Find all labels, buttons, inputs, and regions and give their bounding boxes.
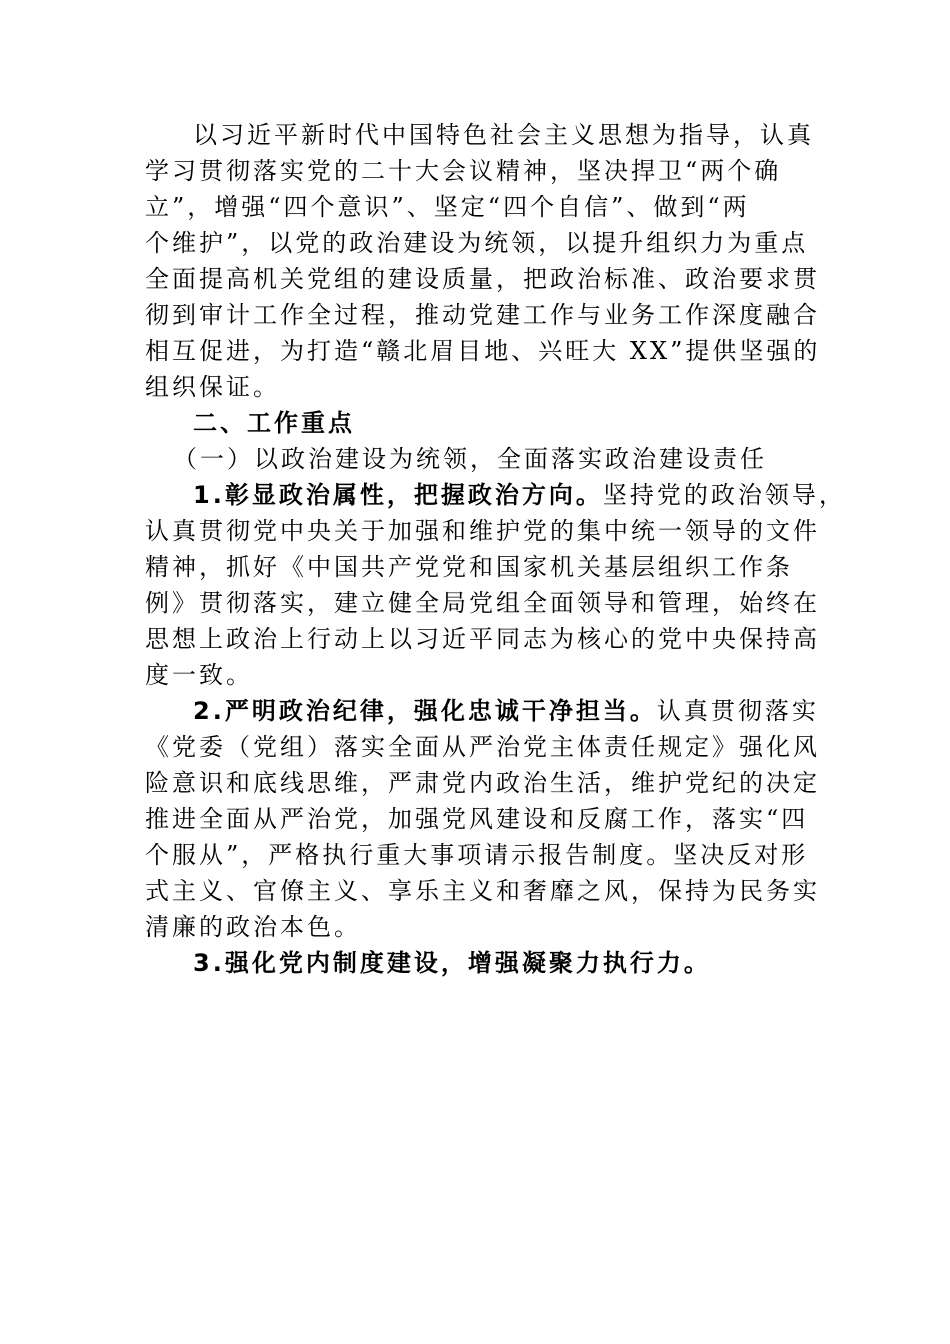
paragraph-line: 思想上政治上行动上以习近平同志为核心的党中央保持高 bbox=[145, 625, 820, 653]
item2-title: 2.严明政治纪律，强化忠诚干净担当。 bbox=[193, 697, 657, 725]
section-heading: 二、工作重点 bbox=[193, 409, 355, 437]
item2-first-text: 认真贯彻落实 bbox=[656, 697, 819, 725]
paragraph-line: 学习贯彻落实党的二十大会议精神，坚决捍卫“两个确 bbox=[145, 157, 782, 185]
paragraph-line: 式主义、官僚主义、享乐主义和奢靡之风，保持为民务实 bbox=[145, 877, 820, 905]
item3-title: 3.强化党内制度建设，增强凝聚力执行力。 bbox=[193, 949, 711, 977]
paragraph-line: 立”，增强“四个意识”、坚定“四个自信”、做到“两 bbox=[145, 193, 750, 221]
paragraph-line: 全面提高机关党组的建设质量，把政治标准、政治要求贯 bbox=[145, 265, 820, 293]
paragraph-line: 度一致。 bbox=[145, 661, 253, 689]
paragraph-line: 《党委（党组）落实全面从严治党主体责任规定》强化风 bbox=[145, 733, 820, 761]
item1-title: 1.彰显政治属性，把握政治方向。 bbox=[193, 481, 603, 509]
paragraph-line: 组织保证。 bbox=[145, 373, 280, 401]
paragraph-line: 相互促进，为打造“赣北眉目地、兴旺大 XX”提供坚强的 bbox=[145, 337, 821, 365]
item1-first-line bbox=[193, 476, 846, 514]
paragraph-line: 以习近平新时代中国特色社会主义思想为指导，认真 bbox=[193, 121, 814, 149]
paragraph-line: 例》贯彻落实，建立健全局党组全面领导和管理，始终在 bbox=[145, 589, 820, 617]
paragraph-line: 个服从”，严格执行重大事项请示报告制度。坚决反对形 bbox=[145, 841, 809, 869]
paragraph-line: 精神，抓好《中国共产党党和国家机关基层组织工作条 bbox=[145, 553, 793, 581]
subsection-heading: （一）以政治建设为统领，全面落实政治建设责任 bbox=[173, 445, 767, 473]
paragraph-line: 清廉的政治本色。 bbox=[145, 913, 361, 941]
item1-first-text: 坚持党的政治领导， bbox=[602, 481, 846, 509]
paragraph-line: 认真贯彻党中央关于加强和维护党的集中统一领导的文件 bbox=[145, 517, 820, 545]
item2-first-line bbox=[193, 692, 819, 730]
paragraph-line: 彻到审计工作全过程，推动党建工作与业务工作深度融合 bbox=[145, 301, 820, 329]
paragraph-line: 个维护”，以党的政治建设为统领，以提升组织力为重点 bbox=[145, 229, 809, 257]
paragraph-line: 险意识和底线思维，严肃党内政治生活，维护党纪的决定 bbox=[145, 769, 820, 797]
paragraph-line: 推进全面从严治党，加强党风建设和反腐工作，落实“四 bbox=[145, 805, 809, 833]
